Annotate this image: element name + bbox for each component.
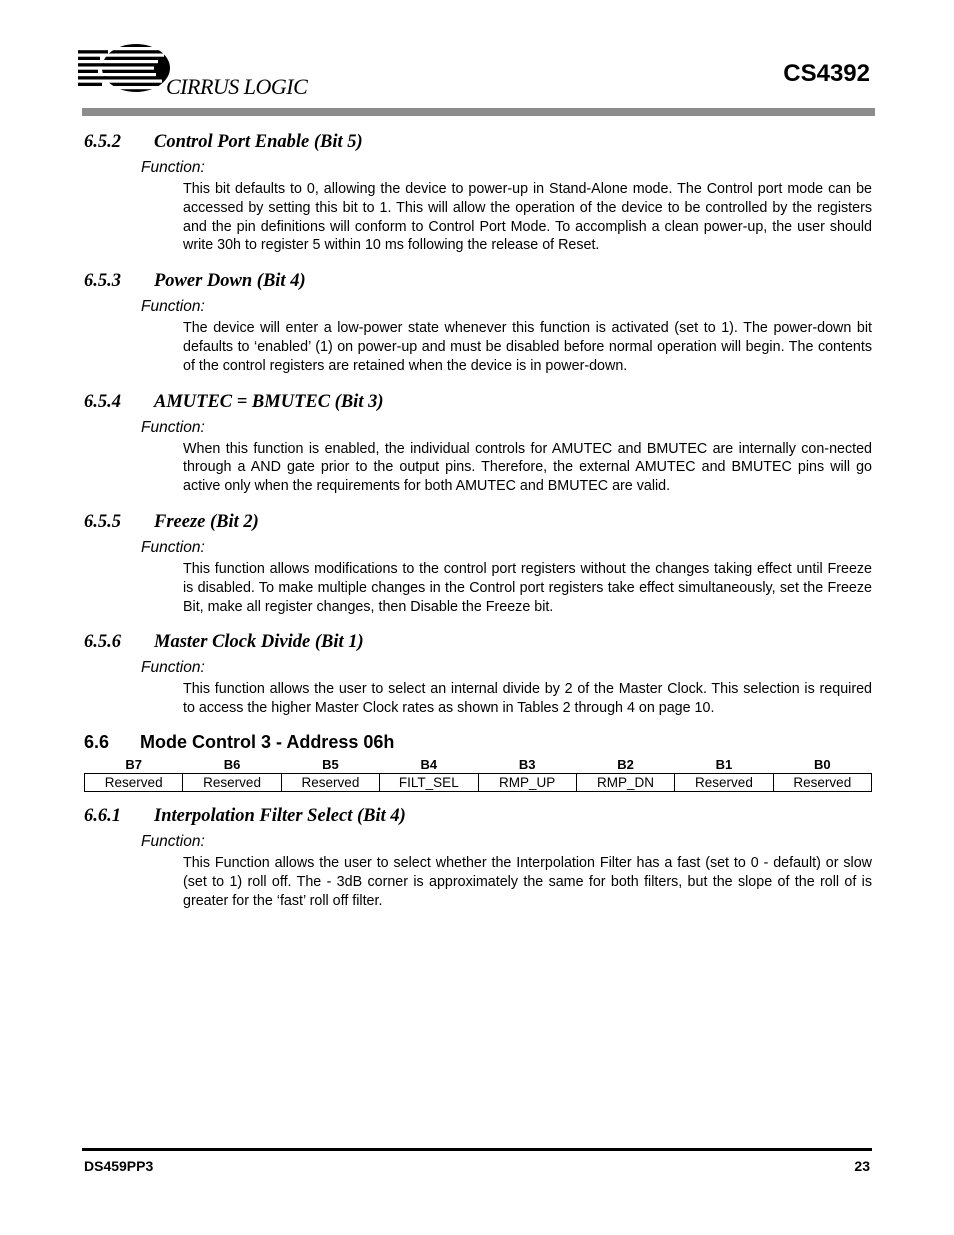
section-6-5-5	[84, 508, 874, 616]
section-heading	[84, 267, 874, 295]
field-cell: Reserved	[183, 773, 281, 791]
field-cell: Reserved	[675, 773, 773, 791]
register-section-number: 6.6	[84, 731, 110, 752]
section-title: Control Port Enable (Bit 5)	[154, 132, 363, 152]
field-cell: RMP_UP	[478, 773, 576, 791]
section-title: Power Down (Bit 4)	[154, 271, 306, 292]
section-6-5-3	[84, 267, 874, 375]
section-number: 6.5.6	[84, 632, 121, 653]
bit-label: B4	[420, 756, 438, 772]
function-label: Function:	[141, 538, 205, 556]
section-number: 6.5.3	[84, 271, 121, 292]
section-text: When this function is enabled, the individual controls for AMUTEC and BMUTEC are internally con-nected through a AND gate prior to the output pins. Therefore, the external AMUTEC and BMUTEC pins will go active only when the requirements for both AMUTEC and BMUTEC are valid.	[183, 440, 872, 495]
section-heading	[84, 802, 874, 830]
function-label: Function:	[141, 659, 205, 677]
section-title: Interpolation Filter Select (Bit 4)	[154, 805, 406, 826]
field-cell: RMP_DN	[576, 773, 674, 791]
section-6-5-4	[84, 388, 874, 496]
page-number: 23	[854, 1158, 870, 1174]
function-label: Function:	[141, 832, 205, 850]
bit-label: B5	[322, 756, 339, 772]
bit-label: B1	[715, 756, 733, 772]
section-6-5-2	[84, 128, 874, 255]
function-label: Function:	[141, 418, 205, 436]
function-label: Function:	[141, 159, 205, 176]
footer-rule	[82, 1148, 872, 1151]
section-heading	[84, 128, 874, 156]
bit-label: B6	[223, 756, 241, 772]
section-6-6-1	[84, 802, 874, 910]
bit-label: B3	[518, 756, 536, 772]
section-number: 6.5.4	[84, 391, 121, 412]
section-text: This function allows modifications to the control port registers without the changes taking effect until Freeze is disabled. To make multiple changes in the Control port registers take effect simultaneously, set the Freeze Bit, make all register changes, then Disable the Freeze bit.	[183, 560, 872, 615]
field-row	[85, 773, 872, 791]
section-title: Master Clock Divide (Bit 1)	[154, 632, 364, 653]
bit-label: B0	[814, 756, 831, 772]
section-text: The device will enter a low-power state whenever this function is activated (set to 1). The power-down bit defaults to ‘enabled’ (1) on power-up and must be disabled before normal operation will begin. The contents of the control registers are retained when the device is in power-down.	[183, 320, 872, 374]
field-cell: Reserved	[773, 773, 871, 791]
register-title: Mode Control 3 - Address 06h	[140, 731, 395, 752]
section-6-6	[84, 728, 874, 792]
register-heading	[84, 728, 874, 756]
section-title: Freeze (Bit 2)	[154, 511, 259, 532]
section-heading	[84, 628, 874, 656]
document-id: DS459PP3	[84, 1158, 154, 1174]
function-label: Function:	[141, 298, 205, 316]
section-number: 6.5.2	[84, 132, 121, 152]
section-number: 6.6.1	[84, 805, 121, 826]
section-title: AMUTEC = BMUTEC (Bit 3)	[154, 391, 384, 412]
logo-wordmark: CIRRUS LOGIC	[166, 74, 308, 99]
section-heading	[84, 388, 874, 416]
section-6-5-6	[84, 628, 874, 718]
bit-label: B7	[125, 756, 142, 772]
bit-header-row	[85, 756, 872, 774]
part-number: CS4392	[783, 60, 870, 87]
section-number: 6.5.5	[84, 511, 121, 532]
section-heading	[84, 508, 874, 536]
section-text: This function allows the user to select an internal divide by 2 of the Master Clock. This selection is required to access the higher Master Clock rates as shown in Tables 2 through 4 on page 10.	[183, 681, 872, 717]
section-text: This bit defaults to 0, allowing the device to power-up in Stand-Alone mode. The Control port mode can be accessed by setting this bit to 1. This will allow the operation of the device to be controlled by the registers and the pin definitions will conform to Control Port Mode. To accomplish a clean power-up, the user should write 30h to register 5 within 10 ms following the release of Reset.	[183, 181, 872, 254]
field-cell: Reserved	[85, 773, 183, 791]
bit-label: B2	[617, 756, 634, 772]
section-text: This Function allows the user to select whether the Interpolation Filter has a fast (set to 0 - default) or slow (set to 1) roll off. The - 3dB corner is approximately the same for both filters, but the slope of the roll of is greater for the ‘fast’ roll off filter.	[183, 854, 872, 909]
register-bit-table	[84, 756, 872, 792]
field-cell: FILT_SEL	[380, 773, 478, 791]
field-cell: Reserved	[281, 773, 379, 791]
page-content	[84, 128, 874, 910]
header-rule	[82, 108, 875, 116]
